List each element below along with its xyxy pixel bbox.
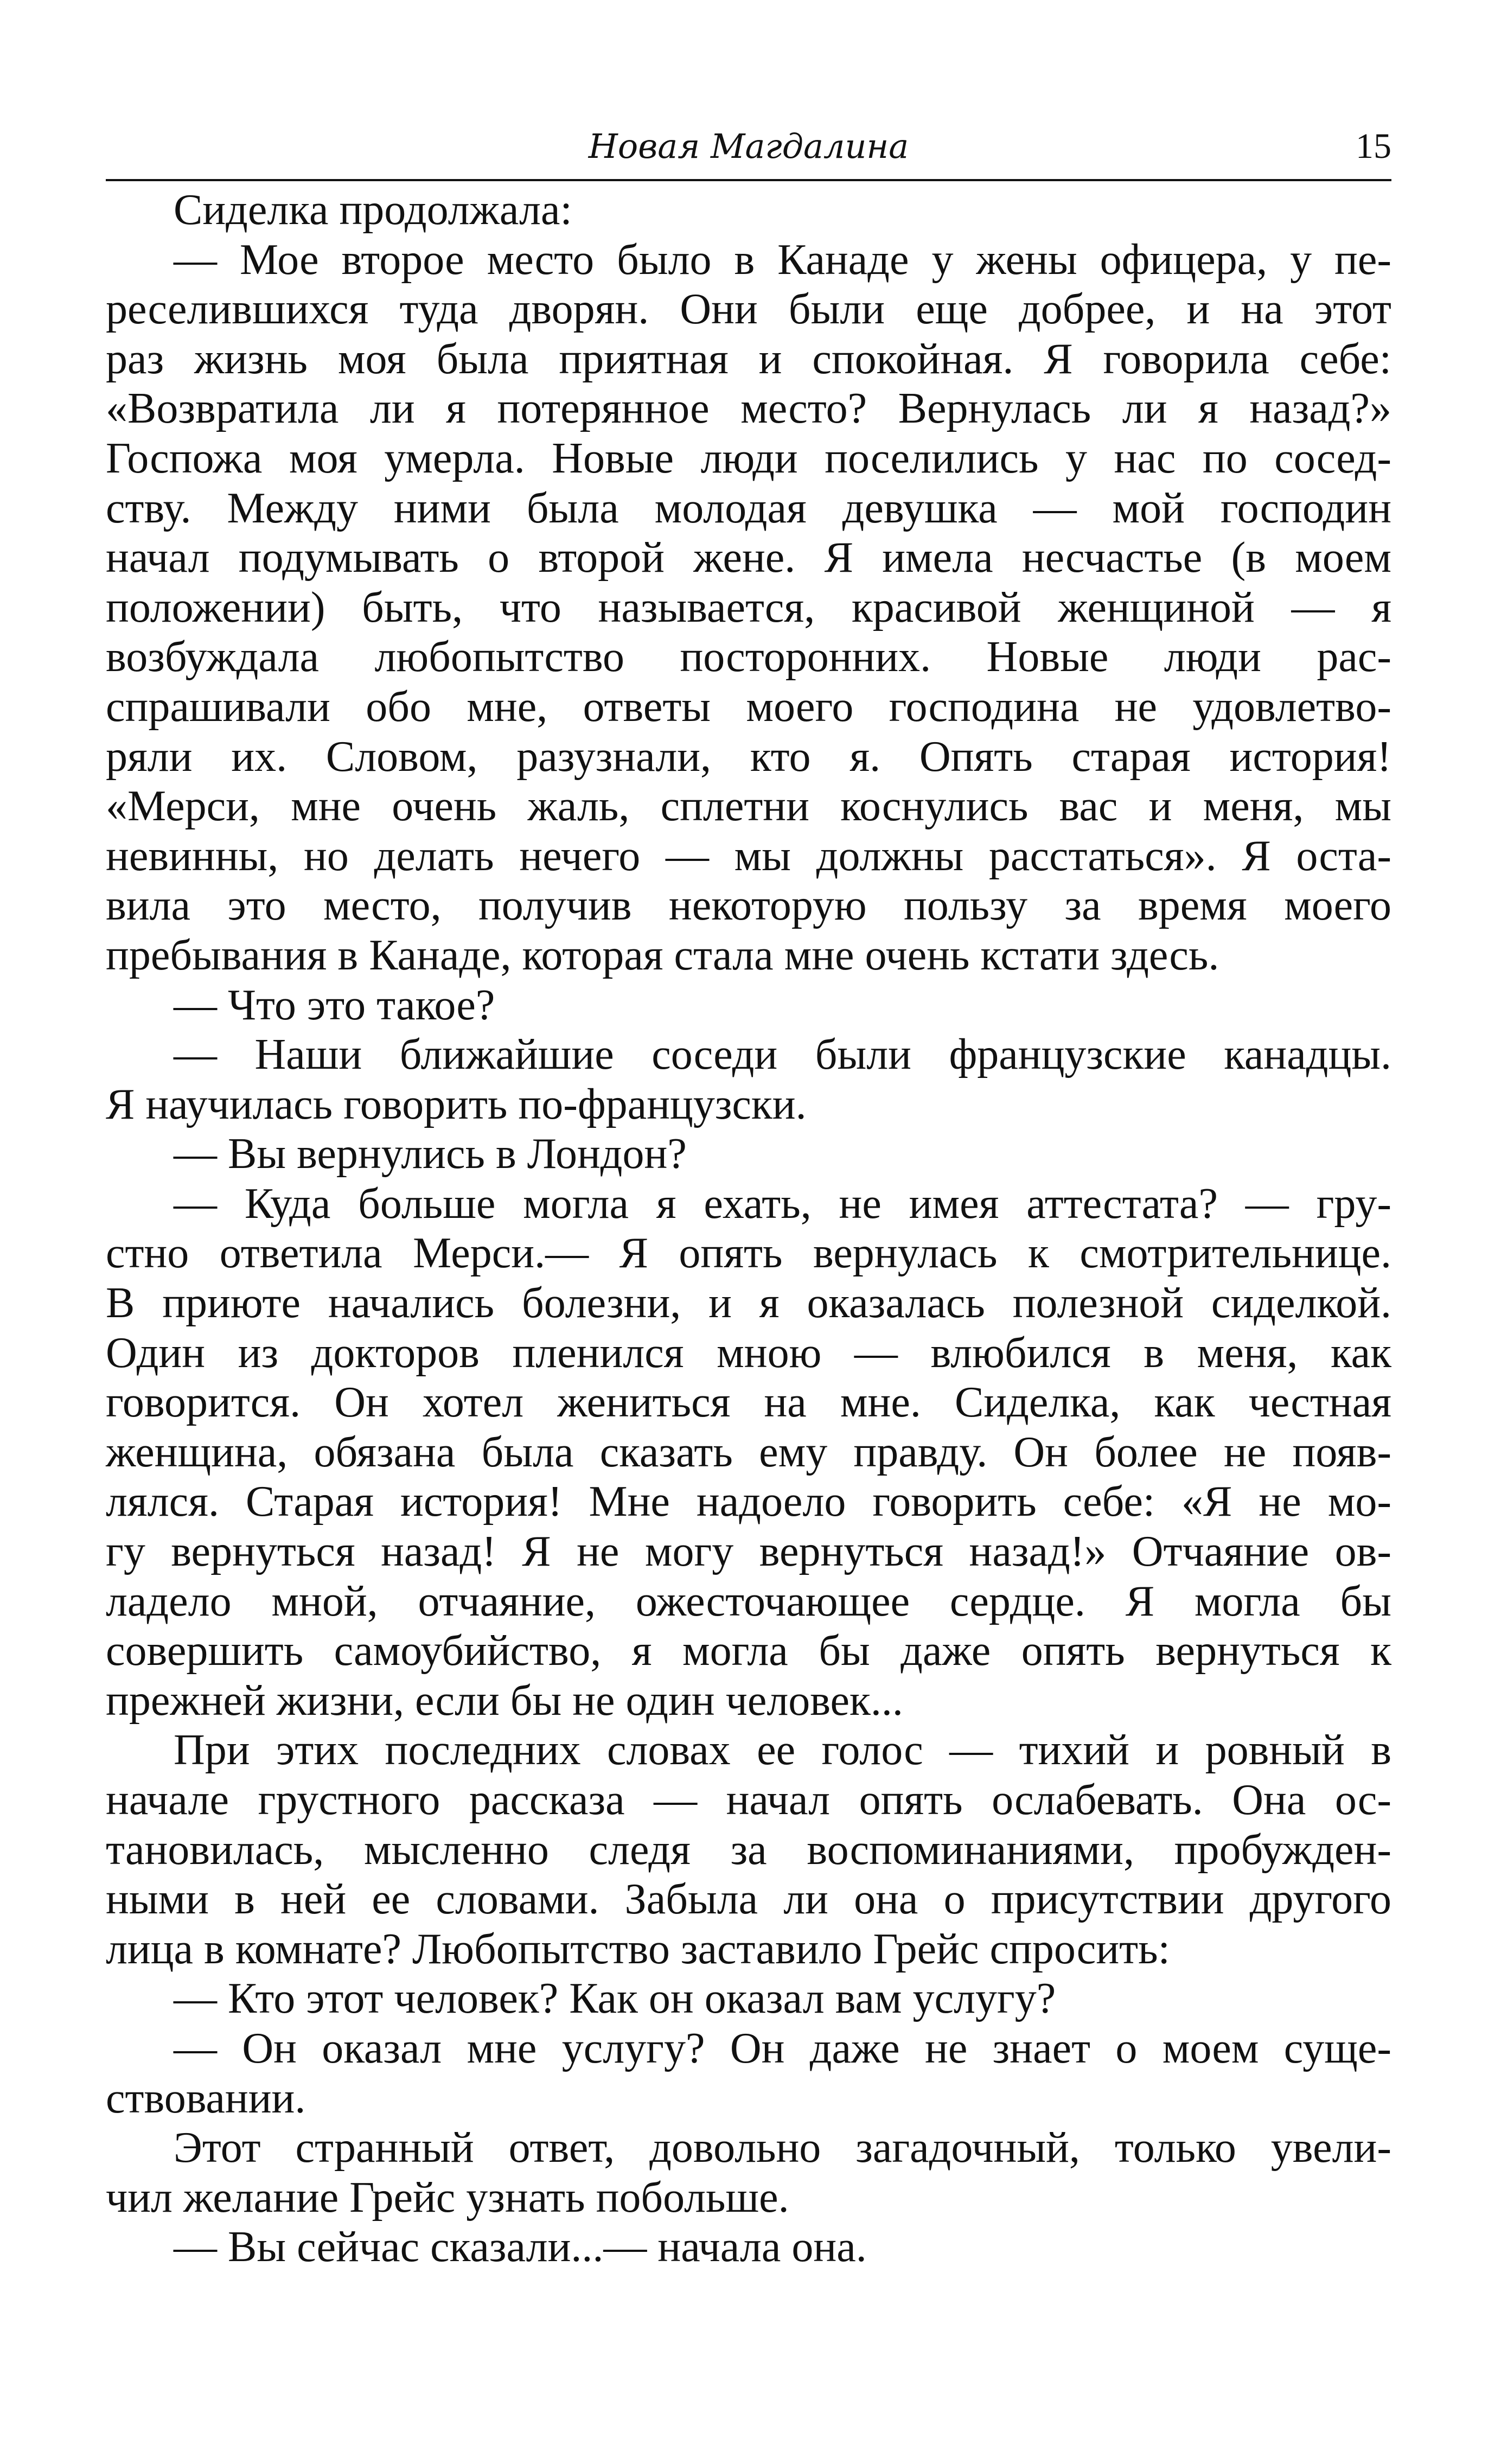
- text-line: говорится. Он хотел жениться на мне. Сиделка, как честная: [106, 1378, 1391, 1427]
- text-line: ряли их. Словом, разузнали, кто я. Опять старая история!: [106, 732, 1391, 781]
- text-line: — Вы вернулись в Лондон?: [174, 1130, 687, 1178]
- text-line: реселившихся туда дворян. Они были еще добрее, и на этот: [106, 285, 1391, 334]
- text-line: Один из докторов пленился мною — влюбился в меня, как: [106, 1329, 1391, 1377]
- text-line: ладело мной, отчаяние, ожесточающее сердце. Я могла бы: [106, 1577, 1391, 1625]
- text-line: положении) быть, что называется, красивой женщиной — я: [106, 583, 1391, 631]
- text-line: ствовании.: [106, 2074, 306, 2122]
- text-line: прежней жизни, если бы не один человек...: [106, 1676, 903, 1725]
- text-line: тановилась, мысленно следя за воспоминаниями, пробужден-: [106, 1825, 1391, 1874]
- text-line: «Мерси, мне очень жаль, сплетни коснулись вас и меня, мы: [106, 782, 1391, 831]
- book-page: [106, 108, 1391, 2273]
- text-line: — Он оказал мне услугу? Он даже не знает о моем суще-: [174, 2024, 1391, 2072]
- text-line: невинны, но делать нечего — мы должны расстаться». Я оста-: [106, 832, 1391, 880]
- text-line: — Вы сейчас сказали...— начала она.: [174, 2223, 867, 2271]
- text-line: ству. Между ними была молодая девушка — мой господин: [106, 484, 1391, 532]
- text-line: возбуждала любопытство посторонних. Новые люди рас-: [106, 633, 1391, 681]
- text-line: начал подумывать о второй жене. Я имела несчастье (в моем: [106, 534, 1391, 582]
- text-line: стно ответила Мерси.— Я опять вернулась к смотрительнице.: [106, 1229, 1391, 1278]
- text-line: Госпожа моя умерла. Новые люди поселились у нас по сосед-: [106, 434, 1391, 482]
- text-line: — Что это такое?: [174, 981, 495, 1029]
- text-line: пребывания в Канаде, которая стала мне очень кстати здесь.: [106, 931, 1219, 979]
- page-number: 15: [1356, 126, 1391, 166]
- text-line: спрашивали обо мне, ответы моего господина не удовлетво-: [106, 682, 1391, 731]
- text-line: — Мое второе место было в Канаде у жены офицера, у пе-: [174, 235, 1391, 284]
- text-line: вила это место, получив некоторую пользу за время моего: [106, 882, 1391, 930]
- text-line: ными в ней ее словами. Забыла ли она о присутствии другого: [106, 1875, 1391, 1924]
- text-line: раз жизнь моя была приятная и спокойная. Я говорила себе:: [106, 335, 1391, 383]
- text-line: В приюте начались болезни, и я оказалась полезной сиделкой.: [106, 1279, 1391, 1327]
- body-text: [106, 186, 1391, 2273]
- text-line: «Возвратила ли я потерянное место? Вернулась ли я назад?»: [106, 385, 1391, 433]
- text-line: — Куда больше могла я ехать, не имея аттестата? — гру-: [174, 1179, 1391, 1228]
- text-line: Я научилась говорить по-французски.: [106, 1080, 807, 1128]
- text-line: женщина, обязана была сказать ему правду. Он более не появ-: [106, 1428, 1391, 1476]
- text-line: — Кто этот человек? Как он оказал вам услугу?: [174, 1975, 1056, 2023]
- text-line: При этих последних словах ее голос — тихий и ровный в: [174, 1726, 1391, 1774]
- text-line: лялся. Старая история! Мне надоело говорить себе: «Я не мо-: [106, 1478, 1391, 1526]
- text-line: — Наши ближайшие соседи были французские канадцы.: [174, 1031, 1391, 1079]
- text-line: Сиделка продолжала:: [174, 186, 572, 234]
- text-line: Этот странный ответ, довольно загадочный, только увели-: [174, 2124, 1391, 2172]
- text-line: чил желание Грейс узнать побольше.: [106, 2173, 789, 2222]
- text-line: совершить самоубийство, я могла бы даже опять вернуться к: [106, 1627, 1391, 1675]
- running-title: Новая Магдалина: [588, 126, 909, 166]
- running-header: [106, 108, 1391, 181]
- text-line: гу вернуться назад! Я не могу вернуться назад!» Отчаяние ов-: [106, 1528, 1391, 1576]
- text-line: лица в комнате? Любопытство заставило Грейс спросить:: [106, 1925, 1170, 1973]
- text-line: начале грустного рассказа — начал опять ослабевать. Она ос-: [106, 1776, 1391, 1824]
